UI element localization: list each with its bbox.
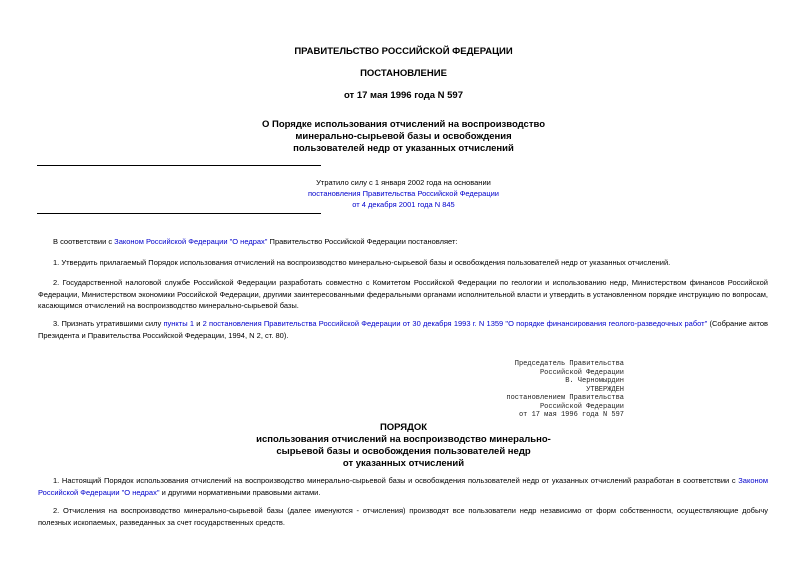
preamble-text: В соответствии с: [53, 237, 115, 246]
government-heading: ПРАВИТЕЛЬСТВО РОССИЙСКОЙ ФЕДЕРАЦИИ: [294, 46, 513, 57]
order-paragraph-2: 2. Отчисления на воспроизводство минерально-сырьевой базы (далее именуются - отчисления) производят все пользователи недр независимо от форм собственности, осуществляющие добычу полезных ископаемых, разведанных за счет государственных средств.: [38, 506, 768, 527]
order-title-line: сырьевой базы и освобождения пользователей недр: [276, 446, 531, 457]
paragraph-3: [38, 318, 768, 341]
status-text: Утратило силу с 1 января 2002 года на основании: [316, 178, 491, 187]
divider-bottom: [37, 213, 321, 214]
link-resolution-1359[interactable]: 2 постановления Правительства Российской Федерации от 30 декабря 1993 г. N 1359 "О порядке финансирования геолого-разведочных работ": [202, 319, 708, 328]
signature-line: В. Черномырдин: [565, 377, 624, 385]
paragraph-3-end: (Собрание актов Президента и Правительства Российской Федерации, 1994, N 2, ст. 80).: [38, 319, 768, 340]
title-line: минерально-сырьевой базы и освобождения: [295, 131, 512, 142]
paragraph-1: 1. Утвердить прилагаемый Порядок использования отчислений на воспроизводство минерально-сырьевой базы и освобождения пользователей недр от указанных отчислений.: [53, 258, 671, 267]
paragraph-2: 2. Государственной налоговой службе Российской Федерации разработать совместно с Комитетом Российской Федерации по геологии и использованию недр, Министерством финансов Российской Федерации, Министерством экономики Российской Федерации, другими заинтересованными федеральными органами исполнительной власти и утвердить в установленном порядке инструкцию по вопросам, касающимся отчислений на воспроизводство минерально-сырьевой базы.: [38, 278, 768, 310]
order-title-line: использования отчислений на воспроизводство минерально-: [256, 434, 551, 445]
order-law-link[interactable]: Законом Российской Федерации "О недрах": [38, 476, 768, 497]
signature-line: Российской Федерации: [539, 368, 624, 377]
order-heading: ПОРЯДОК: [379, 422, 428, 433]
status-link-resolution[interactable]: постановления Правительства Российской Федерации: [307, 189, 499, 198]
order-title: [0, 434, 807, 470]
title-line: пользователей недр от указанных отчислений: [293, 143, 514, 154]
divider-top: [37, 165, 321, 166]
signature-block: [506, 360, 624, 420]
title-line: О Порядке использования отчислений на воспроизводство: [261, 119, 546, 130]
signature-line: УТВЕРЖДЕН: [586, 385, 624, 394]
order-p1-end: и другими нормативными правовыми актами.: [159, 487, 321, 497]
law-link[interactable]: Законом Российской Федерации "О недрах": [114, 237, 268, 246]
paragraph-3-mid: и: [194, 319, 203, 328]
paragraph-3-text: 3. Признать утратившими силу: [53, 319, 164, 328]
signature-line: постановлением Правительства: [506, 394, 624, 402]
preamble: [38, 236, 768, 248]
document-date-number: от 17 мая 1996 года N 597: [343, 90, 464, 101]
signature-line: Председатель Правительства: [514, 360, 624, 368]
link-item-1[interactable]: пункты 1: [163, 319, 194, 328]
signature-line: Российской Федерации: [539, 402, 624, 411]
status-link-date[interactable]: от 4 декабря 2001 года N 845: [352, 200, 455, 209]
document-type: ПОСТАНОВЛЕНИЕ: [360, 68, 447, 79]
preamble-text-end: Правительство Российской Федерации постановляет:: [267, 237, 458, 246]
document-title: [0, 119, 807, 155]
status-note: [0, 177, 807, 210]
order-title-line: от указанных отчислений: [342, 458, 465, 469]
order-paragraph-1: [38, 475, 768, 498]
signature-line: от 17 мая 1996 года N 597: [518, 411, 624, 419]
order-p1-text: 1. Настоящий Порядок использования отчислений на воспроизводство минерально-сырьевой базы и освобождения пользователей недр от указанных отчислений разработан в соответствии с: [53, 476, 739, 485]
